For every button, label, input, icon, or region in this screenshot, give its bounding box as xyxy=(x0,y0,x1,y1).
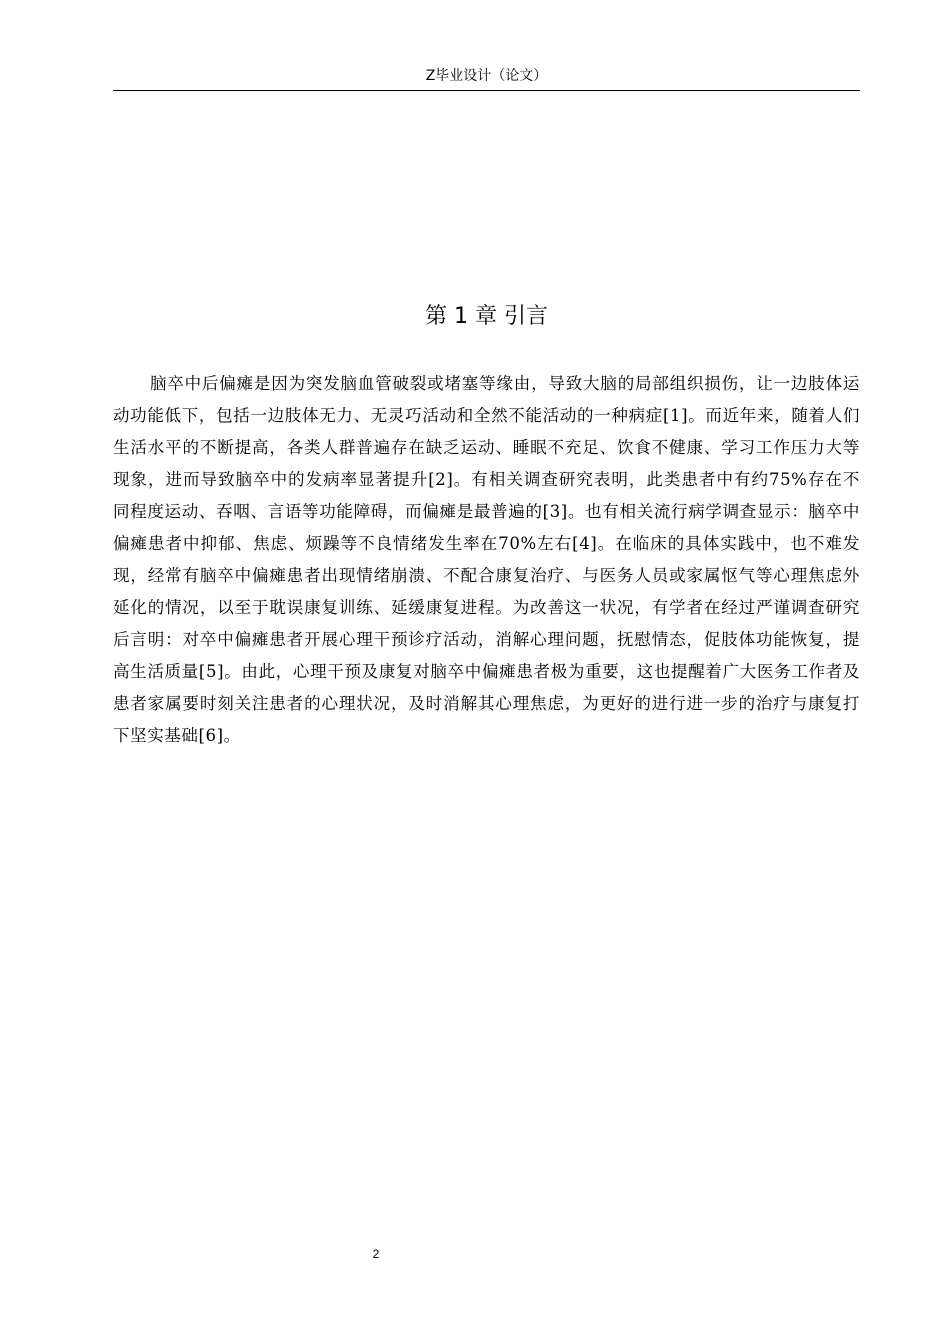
body-paragraph: 脑卒中后偏瘫是因为突发脑血管破裂或堵塞等缘由，导致大脑的局部组织损伤，让一边肢体运动功能低下，包括一边肢体无力、无灵巧活动和全然不能活动的一种病症[1]。而近年来，随着人们生活水平的不断提高，各类人群普遍存在缺乏运动、睡眠不充足、饮食不健康、学习工作压力大等现象，进而导致脑卒中的发病率显著提升[2]。有相关调查研究表明，此类患者中有约75%存在不同程度运动、吞咽、言语等功能障碍，而偏瘫是最普遍的[3]。也有相关流行病学调查显示：脑卒中偏瘫患者中抑郁、焦虑、烦躁等不良情绪发生率在70%左右[4]。在临床的具体实践中，也不难发现，经常有脑卒中偏瘫患者出现情绪崩溃、不配合康复治疗、与医务人员或家属怄气等心理焦虑外延化的情况，以至于耽误康复训练、延缓康复进程。为改善这一状况，有学者在经过严谨调查研究后言明：对卒中偏瘫患者开展心理干预诊疗活动，消解心理问题，抚慰情态，促肢体功能恢复，提高生活质量[5]。由此，心理干预及康复对脑卒中偏瘫患者极为重要，这也提醒着广大医务工作者及患者家属要时刻关注患者的心理状况，及时消解其心理焦虑，为更好的进行进一步的治疗与康复打下坚实基础[6]。 xyxy=(113,374,860,745)
chapter-title: 第 1 章 引言 xyxy=(425,304,548,329)
page-header: Z毕业设计（论文） xyxy=(425,68,548,84)
header-divider xyxy=(113,90,860,91)
page-number: 2 xyxy=(372,1247,380,1261)
